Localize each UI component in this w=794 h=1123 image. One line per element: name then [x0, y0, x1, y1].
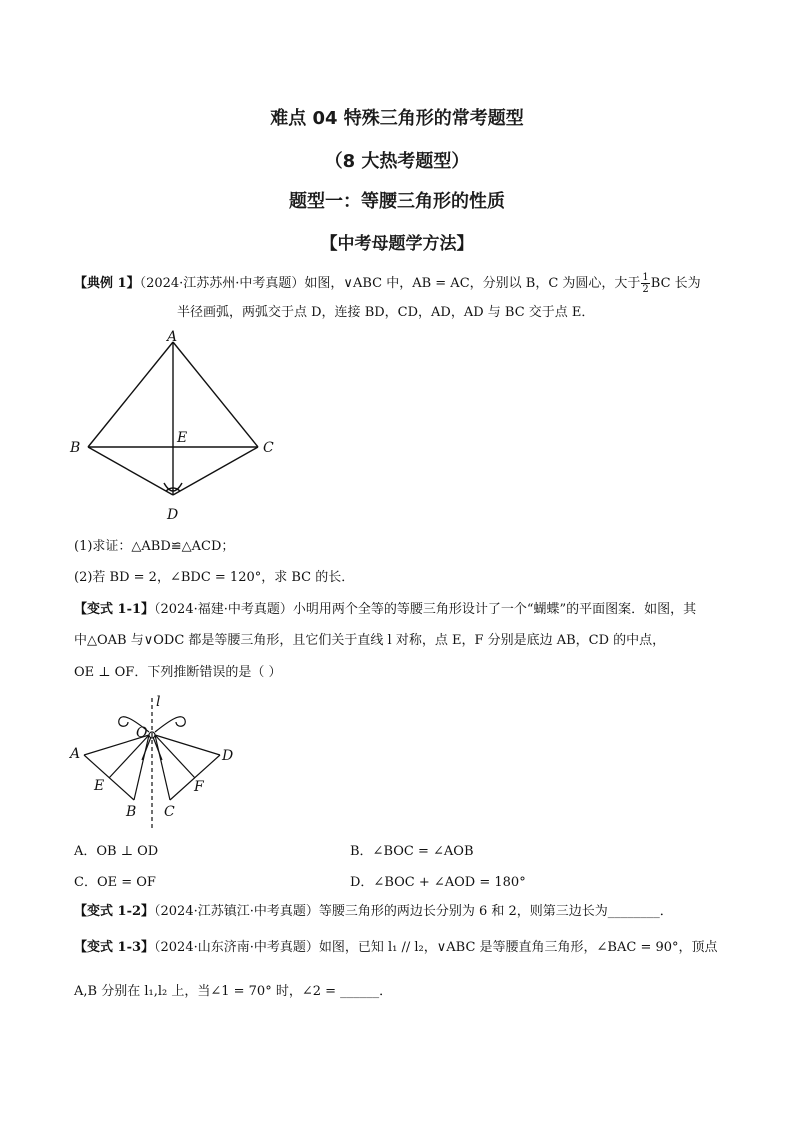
label-e: E [94, 778, 105, 794]
label-f: F [194, 779, 204, 795]
example1-line1 [74, 272, 734, 295]
variant1-3-line1 [74, 938, 734, 958]
fraction-numerator: 1 [642, 272, 649, 283]
variant1-3-tag: 【变式 1-3】 [74, 940, 155, 955]
segment-cd [173, 447, 258, 495]
label-o: O [136, 725, 148, 741]
label-c: C [164, 804, 175, 820]
variant1-1-line2: 中△OAB 与∨ODC 都是等腰三角形，且它们关于直线 l 对称，点 E，F 分别是底边 AB，CD 的中点， [74, 633, 666, 648]
label-l: l [156, 694, 161, 710]
example1-question2: (2)若 BD = 2，∠BDC = 120°，求 BC 的长． [74, 570, 355, 585]
example1-text-b: BC 长为 [650, 276, 701, 291]
document-subtitle: （8 大热考题型） [324, 151, 470, 172]
butterfly-figure [64, 690, 244, 832]
fraction [641, 272, 649, 295]
document-title: 难点 04 特殊三角形的常考题型 [270, 108, 524, 129]
label-c: C [263, 440, 274, 456]
variant1-1-tag: 【变式 1-1】 [74, 602, 155, 617]
label-d: D [222, 748, 234, 764]
example1-line2: 半径画弧，两弧交于点 D，连接 BD，CD，AD，AD 与 BC 交于点 E． [177, 305, 595, 320]
option-d: D．∠BOC + ∠AOD = 180° [350, 875, 526, 890]
variant1-1-text: （2024·福建·中考真题）小明用两个全等的等腰三角形设计了一个“蝴蝶”的平面图案．如图，其 [154, 602, 697, 617]
label-b: B [70, 440, 81, 456]
fraction-denominator: 2 [642, 284, 649, 295]
example1-tag: 【典例 1】 [74, 276, 140, 291]
variant1-1-line3: OE ⊥ OF．下列推断错误的是（ ） [74, 665, 282, 680]
antenna-right [155, 717, 185, 732]
variant1-2-text: （2024·江苏镇江·中考真题）等腰三角形的两边长分别为 6 和 2，则第三边长为________． [154, 904, 673, 919]
segment-ob [134, 735, 149, 800]
option-a: A．OB ⊥ OD [74, 844, 159, 859]
example1-text-a: （2024·江苏苏州·中考真题）如图，∨ABC 中，AB = AC，分别以 B，C 为圆心，大于 [139, 276, 641, 291]
option-c: C．OE = OF [74, 875, 156, 890]
variant1-2 [74, 902, 734, 922]
segment-oc [155, 735, 170, 800]
variant1-2-tag: 【变式 1-2】 [74, 904, 155, 919]
method-heading: 【中考母题学方法】 [320, 234, 474, 254]
label-d: D [167, 507, 179, 523]
variant1-1-line1 [74, 600, 734, 620]
label-a: A [70, 746, 81, 762]
example1-question1: (1)求证：△ABD≌△ACD； [74, 539, 235, 554]
kite-figure [60, 325, 290, 525]
section-heading: 题型一：等腰三角形的性质 [289, 191, 505, 212]
label-b: B [126, 804, 137, 820]
variant1-3-text: （2024·山东济南·中考真题）如图，已知 l₁ // l₂，∨ABC 是等腰直角三角形，∠BAC = 90°，顶点 [154, 940, 718, 955]
segment-bd [88, 447, 173, 495]
label-e: E [177, 430, 188, 446]
variant1-3-line2: A,B 分别在 l₁,l₂ 上，当∠1 = 70° 时，∠2 = ______． [74, 984, 393, 999]
segment-ab [88, 342, 173, 447]
label-a: A [167, 329, 178, 345]
option-b: B．∠BOC = ∠AOB [350, 844, 474, 859]
